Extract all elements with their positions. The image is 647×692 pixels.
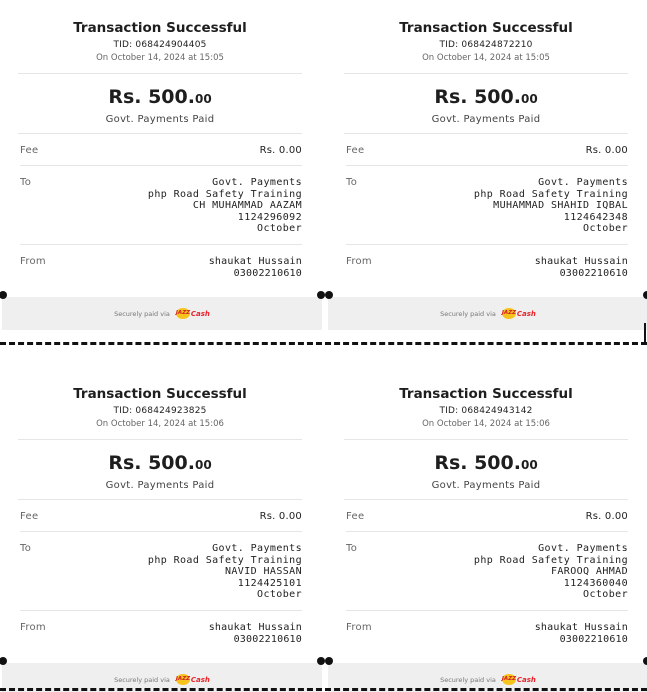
to-line: October [583,223,628,234]
amount-decimal: 00 [194,458,212,472]
secure-text: Securely paid via [114,675,170,684]
logo-text: Cash [516,309,536,318]
fee-value: Rs. 0.00 [259,145,302,156]
perforation-notch [0,657,7,665]
receipt-title: Transaction Successful [399,386,573,402]
transaction-date: On October 14, 2024 at 15:05 [96,53,224,63]
to-line: php Road Safety Training [147,554,302,566]
receipt-title: Transaction Successful [73,386,247,402]
transaction-id: TID: 068424923825 [113,406,207,416]
amount-main: Rs. 500. [108,86,195,108]
receipt-header [344,0,628,74]
from-line: shaukat Hussain [534,256,628,267]
to-line: October [257,223,302,234]
amount-decimal: 00 [520,92,538,106]
from-line: 03002210610 [559,633,628,645]
amount-main: Rs. 500. [434,86,521,108]
amount [344,452,628,476]
jazzcash-logo-icon [176,308,210,319]
to-line: NAVID HASSAN [224,566,302,577]
amount-block [18,74,302,134]
transaction-date: On October 14, 2024 at 15:05 [422,53,550,63]
to-label: To [346,177,358,188]
to-line: FAROOQ AHMAD [550,566,628,577]
from-row [346,245,628,292]
fee-row [346,134,628,166]
fee-row [346,500,628,532]
to-label: To [20,177,32,188]
to-details [474,543,628,610]
receipt-card [328,0,647,330]
receipt-footer [2,297,322,330]
from-details [209,256,302,292]
receipt-title: Transaction Successful [399,20,573,36]
to-row [20,532,302,611]
amount-block [344,440,628,500]
from-row [20,245,302,292]
to-details [148,543,302,610]
from-line: 03002210610 [233,267,302,279]
cut-line-divider [0,688,647,691]
to-details [474,177,628,244]
secure-text: Securely paid via [114,309,170,318]
amount-block [18,440,302,500]
logo-badge: JAZZ [176,674,190,685]
transaction-id: TID: 068424872210 [439,40,533,50]
page-edge-mark [644,323,646,343]
from-line: 03002210610 [233,633,302,645]
cut-line-divider [0,342,647,345]
fee-value: Rs. 0.00 [585,511,628,522]
to-line: 1124425101 [237,577,302,589]
logo-badge: JAZZ [502,308,516,319]
from-label: From [346,256,372,267]
to-line: 1124642348 [563,211,628,223]
fee-label: Fee [20,511,39,522]
amount-decimal: 00 [194,92,212,106]
amount-main: Rs. 500. [108,452,195,474]
logo-text: Cash [190,309,210,318]
perforation-notch [325,291,333,299]
to-line: CH MUHAMMAD AAZAM [192,200,302,211]
receipt-title: Transaction Successful [73,20,247,36]
transaction-id: TID: 068424943142 [439,406,533,416]
logo-text: Cash [190,675,210,684]
fee-label: Fee [346,511,365,522]
to-label: To [346,543,358,554]
fee-value: Rs. 0.00 [259,511,302,522]
receipt-footer [328,297,647,330]
to-label: To [20,543,32,554]
from-details [535,622,628,658]
to-line: php Road Safety Training [147,188,302,200]
to-line: Govt. Payments [538,177,628,188]
to-line: Govt. Payments [212,177,302,188]
fee-row [20,500,302,532]
to-line: Govt. Payments [538,543,628,554]
amount [18,86,302,110]
to-row [346,532,628,611]
from-row [20,611,302,658]
jazzcash-logo-icon [502,308,536,319]
from-label: From [346,622,372,633]
amount [344,86,628,110]
from-line: shaukat Hussain [208,256,302,267]
perforation-notch [643,291,647,299]
fee-value: Rs. 0.00 [585,145,628,156]
perforation-notch [317,291,325,299]
from-row [346,611,628,658]
to-row [346,166,628,245]
receipt-card [2,366,322,692]
from-label: From [20,622,46,633]
perforation-notch [643,657,647,665]
from-label: From [20,256,46,267]
to-row [20,166,302,245]
transaction-id: TID: 068424904405 [113,40,207,50]
to-line: php Road Safety Training [473,554,628,566]
to-line: php Road Safety Training [473,188,628,200]
logo-badge: JAZZ [176,308,190,319]
to-line: October [583,589,628,600]
jazzcash-logo-icon [502,674,536,685]
amount-block [344,74,628,134]
receipt-card [328,366,647,692]
receipt-header [18,366,302,440]
from-line: shaukat Hussain [534,622,628,633]
amount [18,452,302,476]
paid-label: Govt. Payments Paid [105,480,215,491]
to-line: Govt. Payments [212,543,302,554]
paid-label: Govt. Payments Paid [431,114,541,125]
jazzcash-logo-icon [176,674,210,685]
to-line: October [257,589,302,600]
to-line: 1124360040 [563,577,628,589]
to-line: 1124296092 [237,211,302,223]
secure-text: Securely paid via [440,309,496,318]
paid-label: Govt. Payments Paid [431,480,541,491]
receipt-card [2,0,322,330]
secure-text: Securely paid via [440,675,496,684]
from-line: shaukat Hussain [208,622,302,633]
fee-label: Fee [20,145,39,156]
from-details [209,622,302,658]
perforation-notch [317,657,325,665]
transaction-date: On October 14, 2024 at 15:06 [96,419,224,429]
from-details [535,256,628,292]
to-line: MUHAMMAD SHAHID IQBAL [493,200,628,211]
to-details [148,177,302,244]
amount-decimal: 00 [520,458,538,472]
fee-label: Fee [346,145,365,156]
receipt-header [18,0,302,74]
fee-row [20,134,302,166]
perforation-notch [0,291,7,299]
amount-main: Rs. 500. [434,452,521,474]
transaction-date: On October 14, 2024 at 15:06 [422,419,550,429]
logo-badge: JAZZ [502,674,516,685]
receipt-header [344,366,628,440]
perforation-notch [325,657,333,665]
paid-label: Govt. Payments Paid [105,114,215,125]
from-line: 03002210610 [559,267,628,279]
logo-text: Cash [516,675,536,684]
